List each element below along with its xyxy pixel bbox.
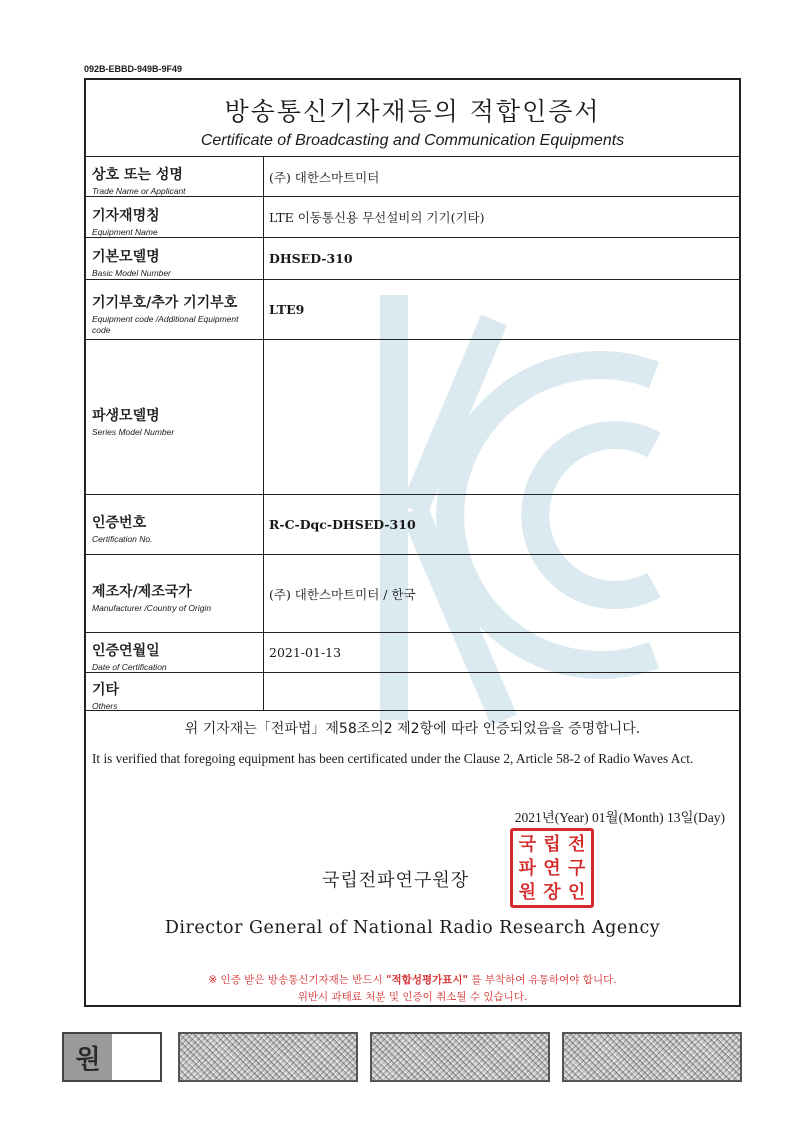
value-basic-model: DHSED-310 bbox=[269, 251, 353, 266]
label-en: Trade Name or Applicant bbox=[92, 186, 186, 196]
notice-highlight: "적합성평가표시" bbox=[386, 974, 469, 986]
row-manufacturer bbox=[86, 555, 739, 633]
seal-char: 연 bbox=[543, 858, 561, 879]
document-id: 092B-EBBD-949B-9F49 bbox=[84, 64, 183, 74]
label-en: Manufacturer /Country of Origin bbox=[92, 603, 212, 613]
value-certification-no: R-C-Dqc-DHSED-310 bbox=[269, 517, 416, 532]
notice bbox=[86, 972, 739, 1006]
value-equipment-code: LTE9 bbox=[269, 302, 305, 317]
value-manufacturer: (주) 대한스마트미터 / 한국 bbox=[269, 586, 416, 602]
row-basic-model bbox=[86, 238, 739, 280]
label-ko: 상호 또는 성명 bbox=[92, 167, 183, 183]
label-ko: 기본모델명 bbox=[92, 249, 160, 265]
notice-text: ※ 인증 받은 방송통신기자재는 반드시 bbox=[208, 974, 383, 986]
label-en: Certification No. bbox=[92, 534, 153, 544]
security-pattern-3 bbox=[562, 1032, 742, 1082]
official-seal bbox=[510, 828, 594, 908]
seal-char: 국 bbox=[518, 834, 537, 855]
won-glyph: 원 bbox=[64, 1034, 112, 1080]
security-footer bbox=[0, 1018, 800, 1088]
notice-text: 를 부착하여 유통하여야 합니다. bbox=[471, 974, 617, 986]
security-pattern-2 bbox=[370, 1032, 550, 1082]
security-pattern-1 bbox=[178, 1032, 358, 1082]
label-ko: 기자재명칭 bbox=[92, 207, 160, 224]
row-equipment-code bbox=[86, 280, 739, 340]
seal-char: 인 bbox=[567, 882, 586, 903]
row-equipment-name bbox=[86, 197, 739, 238]
won-hologram-box bbox=[62, 1032, 162, 1082]
title-english: Certificate of Broadcasting and Communication Equipments bbox=[200, 132, 625, 149]
row-trade-name bbox=[86, 157, 739, 197]
certificate-frame bbox=[84, 78, 741, 1007]
issue-date: 2021년(Year) 01월(Month) 13일(Day) bbox=[514, 810, 725, 825]
row-others bbox=[86, 673, 739, 711]
row-series-model bbox=[86, 340, 739, 495]
label-en: Date of Certification bbox=[92, 662, 167, 672]
label-ko: 인증연월일 bbox=[92, 643, 160, 659]
label-en: Equipment Name bbox=[92, 226, 158, 237]
seal-char: 전 bbox=[567, 834, 586, 855]
value-series-model bbox=[264, 340, 739, 494]
seal-char: 립 bbox=[543, 834, 561, 855]
label-en: Others bbox=[92, 701, 118, 711]
label-en: Equipment code /Additional Equipment code bbox=[92, 313, 239, 335]
value-date: 2021-01-13 bbox=[269, 645, 342, 660]
info-table bbox=[86, 156, 739, 711]
label-ko: 파생모델명 bbox=[92, 407, 160, 424]
seal-char: 구 bbox=[567, 858, 586, 879]
row-date bbox=[86, 633, 739, 673]
label-ko: 기타 bbox=[92, 682, 120, 698]
issuer-korean: 국립전파연구원장 bbox=[322, 870, 470, 891]
title-korean: 방송통신기자재등의 적합인증서 bbox=[224, 97, 601, 126]
seal-char: 장 bbox=[543, 882, 561, 903]
issuer-english: Director General of National Radio Research Agency bbox=[164, 918, 661, 938]
value-equipment-name: LTE 이동통신용 무선설비의 기기(기타) bbox=[269, 210, 485, 225]
value-others bbox=[264, 673, 739, 710]
statement-korean: 위 기자재는「전파법」제58조의2 제2항에 따라 인증되었음을 증명합니다. bbox=[184, 721, 641, 737]
label-en: Series Model Number bbox=[92, 426, 175, 437]
statement-english: It is verified that foregoing equipment has been certificated under the Clause 2, Article 58-2 of Radio Waves Act. bbox=[92, 751, 694, 766]
value-trade-name: (주) 대한스마트미터 bbox=[269, 169, 380, 185]
label-en: Basic Model Number bbox=[92, 268, 171, 278]
label-ko: 기기부호/추가 기기부호 bbox=[92, 294, 238, 311]
seal-char: 원 bbox=[518, 882, 537, 903]
label-ko: 인증번호 bbox=[92, 515, 147, 531]
seal-char: 파 bbox=[518, 858, 537, 879]
label-ko: 제조자/제조국가 bbox=[92, 584, 192, 600]
row-certification-no bbox=[86, 495, 739, 555]
notice-line-2: 위반시 과태료 처분 및 인증이 취소될 수 있습니다. bbox=[297, 991, 528, 1003]
notice-line-1 bbox=[86, 972, 739, 989]
